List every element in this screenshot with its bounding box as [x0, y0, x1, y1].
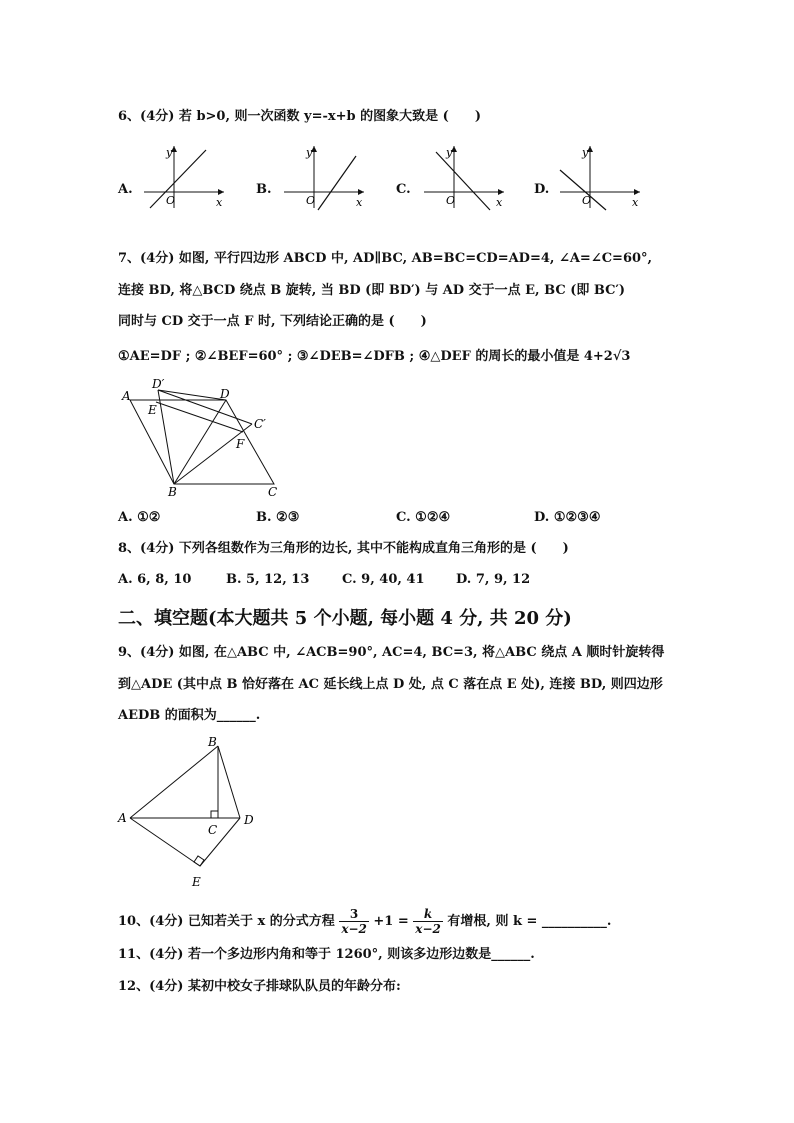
q7-line-2: 连接 BD, 将△BCD 绕点 B 旋转, 当 BD (即 BD′) 与 AD 交于一点 E, BC (即 BC′)	[118, 283, 626, 298]
q7-line-4: ①AE=DF ; ②∠BEF=60° ; ③∠DEB=∠DFB ; ④△DEF 的周长的最小值是 4+2√3	[118, 349, 631, 364]
graph-a-y: y	[166, 146, 173, 159]
graph-d-origin: O	[582, 194, 592, 207]
q6-option-a-label: A.	[118, 182, 133, 197]
q6-option-d-label: D.	[534, 182, 550, 197]
q10-line	[118, 906, 611, 938]
graph-b-x: x	[356, 196, 363, 209]
q8-option-c: C. 9, 40, 41	[342, 572, 425, 587]
q6-option-c-label: C.	[396, 182, 411, 197]
q9-label-e: E	[192, 875, 201, 889]
q6-graph-c	[420, 142, 508, 212]
q7-option-b: B. ②③	[256, 510, 300, 525]
q11-text: 11、(4分) 若一个多边形内角和等于 1260°, 则该多边形边数是______.	[118, 947, 535, 962]
q7-line-1: 7、(4分) 如图, 平行四边形 ABCD 中, AD∥BC, AB=BC=CD=AD=4, ∠A=∠C=60°,	[118, 251, 653, 266]
graph-a-x: x	[216, 196, 223, 209]
q7-label-b: B	[168, 485, 177, 498]
q6-graph-a	[140, 142, 228, 212]
graph-d-y: y	[582, 146, 589, 159]
q10-fraction-1-numerator: 3	[339, 907, 369, 922]
q8-option-b: B. 5, 12, 13	[226, 572, 310, 587]
graph-c-x: x	[496, 196, 503, 209]
q7-option-c: C. ①②④	[396, 510, 451, 525]
q6-option-b-label: B.	[256, 182, 272, 197]
q7-option-a: A. ①②	[118, 510, 161, 525]
q7-label-c: C	[268, 485, 278, 498]
q7-label-d: D	[220, 387, 230, 401]
graph-b-y: y	[306, 146, 313, 159]
q9-figure	[116, 734, 266, 890]
q10-fraction-1	[339, 907, 369, 936]
q9-label-b: B	[208, 735, 217, 749]
q8-option-d: D. 7, 9, 12	[456, 572, 531, 587]
q7-label-c1: C′	[254, 417, 266, 431]
graph-a-origin: O	[166, 194, 176, 207]
q6-graph-d	[556, 142, 646, 212]
q10-suffix: 有增根, 则 k = __________.	[447, 914, 612, 929]
q10-mid: +1 =	[373, 914, 409, 929]
q9-line-3: AEDB 的面积为______.	[118, 708, 261, 723]
q10-fraction-2-denominator: x−2	[415, 922, 441, 936]
q10-fraction-2	[413, 907, 443, 936]
q9-label-a: A	[118, 811, 127, 825]
q9-label-d: D	[244, 813, 254, 827]
q7-label-f: F	[236, 437, 245, 451]
section-2-heading: 二、填空题(本大题共 5 个小题, 每小题 4 分, 共 20 分)	[118, 608, 572, 629]
q9-line-2: 到△ADE (其中点 B 恰好落在 AC 延长线上点 D 处, 点 C 落在点 E 处), 连接 BD, 则四边形	[118, 677, 663, 692]
q12-text: 12、(4分) 某初中校女子排球队队员的年龄分布:	[118, 979, 401, 994]
q6-text: 6、(4分) 若 b>0, 则一次函数 y=-x+b 的图象大致是 ( )	[118, 109, 481, 124]
graph-b-origin: O	[306, 194, 316, 207]
q6-graph-b	[280, 142, 368, 212]
q7-label-a: A	[122, 389, 131, 403]
q7-option-d: D. ①②③④	[534, 510, 601, 525]
q10-prefix: 10、(4分) 已知若关于 x 的分式方程	[118, 914, 335, 929]
q7-figure	[118, 374, 298, 498]
q8-option-a: A. 6, 8, 10	[118, 572, 192, 587]
graph-d-x: x	[632, 196, 639, 209]
q7-line-3: 同时与 CD 交于一点 F 时, 下列结论正确的是 ( )	[118, 314, 427, 329]
graph-c-origin: O	[446, 194, 456, 207]
q10-fraction-2-numerator: k	[413, 907, 443, 922]
q9-line-1: 9、(4分) 如图, 在△ABC 中, ∠ACB=90°, AC=4, BC=3, 将△ABC 绕点 A 顺时针旋转得	[118, 645, 665, 660]
graph-c-y: y	[446, 146, 453, 159]
q7-label-e: E	[148, 403, 157, 417]
q8-text: 8、(4分) 下列各组数作为三角形的边长, 其中不能构成直角三角形的是 ( )	[118, 541, 569, 556]
q10-fraction-1-denominator: x−2	[341, 922, 367, 936]
q7-label-d1: D′	[152, 377, 165, 391]
q9-label-c: C	[208, 823, 218, 837]
